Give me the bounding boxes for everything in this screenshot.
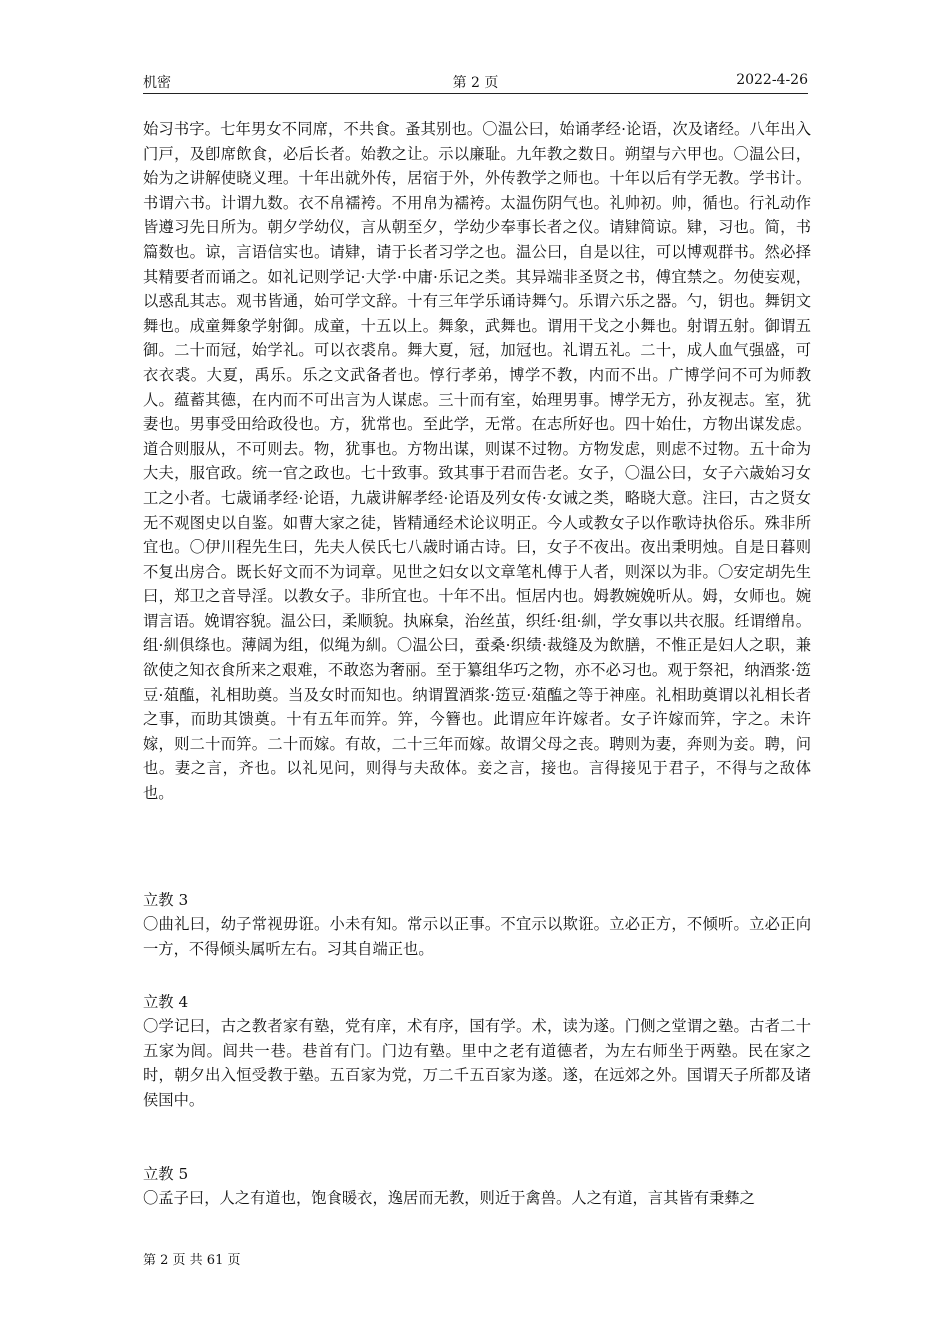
main-content [143,117,811,857]
section-5 [143,1162,811,1211]
section-title: 立教 4 [143,993,189,1011]
section-3 [143,888,811,961]
section-4 [143,990,811,1112]
page-footer: 第 2 页 共 61 页 [143,1253,241,1268]
section-title: 立教 3 [143,891,189,909]
header-date: 2022-4-26 [736,72,808,88]
header-divider [143,93,808,94]
body-paragraph: 始习书字。七年男女不同席，不共食。蚤其别也。〇温公曰，始诵孝经·论语，次及诸经。八年出入门戸，及卽席飲食，必后长者。始教之让。示以廉耻。九年教之数日。朔望与六甲也。〇温公曰，始为之讲解使晓义理。十年出就外传，居宿于外，外传教学之师也。十年以后有学无教。学书计。书谓六书。计谓九数。衣不帛襦袴。不用帛为襦袴。太温伤阴气也。礼帅初。帅，循也。行礼动作皆遵习先日所为。朝夕学幼仪，言从朝至夕，学幼少奉事长者之仪。请肄简谅。肄，习也。简，书篇数也。谅，言语信实也。请肄，请于长者习学之也。温公曰，自是以往，可以博观群书。然必择其精要者而诵之。如礼记则学记·大学·中庸·乐记之类。其异端非圣贤之书，傅宜禁之。勿使妄观，以惑乱其志。观书皆通，始可学文辞。十有三年学乐诵诗舞勺。乐谓六乐之器。勺，钥也。舞钥文舞也。成童舞象学射御。成童，十五以上。舞象，武舞也。谓用干戈之小舞也。射谓五射。御谓五御。二十而冠，始学礼。可以衣裘帛。舞大夏，冠，加冠也。礼谓五礼。二十，成人血气强盛，可衣衣裘。大夏，禹乐。乐之文武备者也。惇行孝弟，博学不教，内而不出。广博学问不可为师教人。蕴蓄其德，在内而不可出言为人谋虑。三十而有室，始理男事。博学无方，孙友视志。室，犹妻也。男事受田给政役也。方，犹常也。至此学，无常。在志所好也。四十始仕，方物出谋发虑。道合则服从，不可则去。物，犹事也。方物出谋，则谋不过物。方物发虑，则虑不过物。五十命为大夫，服官政。统一官之政也。七十致事。致其事于君而告老。女子，〇温公曰，女子六歳始习女工之小者。七歳诵孝经·论语，九歳讲解孝经·论语及列女传·女诫之类，略晓大意。注曰，古之贤女无不观图史以自鉴。如曹大家之徒，皆精通经术论议明正。今人或教女子以作歌诗执俗乐。殊非所宜也。〇伊川程先生曰，先夫人侯氏七八歳时诵古诗。曰，女子不夜出。夜出秉明烛。自是日暮则不复出房合。既长好文而不为词章。见世之妇女以文章笔札傅于人者，则深以为非。〇安定胡先生曰，郑卫之音导淫。以教女子。非所宜也。十年不出。恒居内也。姆教婉娩听从。姆，女师也。婉谓言语。娩谓容貌。温公曰，柔顺貌。执麻枲，治丝茧，织纴·组·紃，学女事以共衣服。纴谓缯帛。组·紃俱绦也。薄阔为组，似绳为紃。〇温公曰，蚕桑·织绩·裁缝及为飲膳，不惟正是妇人之职，兼欲使之知衣食所来之艰难，不敢恣为奢丽。至于纂组华巧之物，亦不必习也。观于祭祀，纳酒浆·笾豆·葅醢，礼相助奠。当及女时而知也。纳谓置酒浆·笾豆·葅醢之等于神座。礼相助奠谓以礼相长者之事，而助其馈奠。十有五年而笄。笄，今簪也。此谓应年许嫁者。女子许嫁而笄，字之。未许嫁，则二十而笄。二十而嫁。有故，二十三年而嫁。故谓父母之丧。聘则为妻，奔则为妾。聘，问也。妻之言，齐也。以礼见问，则得与夫敌体。妾之言，接也。言得接见于君子，不得与之敌体也。 [143,120,811,803]
page-header [143,72,808,92]
section-text: 〇学记曰，古之教者家有塾，党有庠，术有序，国有学。术，读为遂。门侧之堂谓之塾。古者二十五家为闾。闾共一巷。巷首有门。门边有塾。里中之老有道德者，为左右师坐于两塾。民在家之时，朝夕出入恒受教于塾。五百家为党，万二千五百家为遂。遂，在远郊之外。国谓天子所都及诸侯国中。 [143,1017,811,1109]
section-text: 〇孟子曰，人之有道也，饱食暖衣，逸居而无教，则近于禽兽。人之有道，言其皆有秉彝之 [143,1189,755,1207]
section-text: 〇曲礼曰，幼子常视毋诳。小未有知。常示以正事。不宜示以欺诳。立必正方，不倾听。立必正向一方，不得倾头属听左右。习其自端正也。 [143,915,811,958]
header-page-number: 第 2 页 [452,75,499,91]
classification-label: 机密 [143,75,171,91]
section-title: 立教 5 [143,1165,189,1183]
